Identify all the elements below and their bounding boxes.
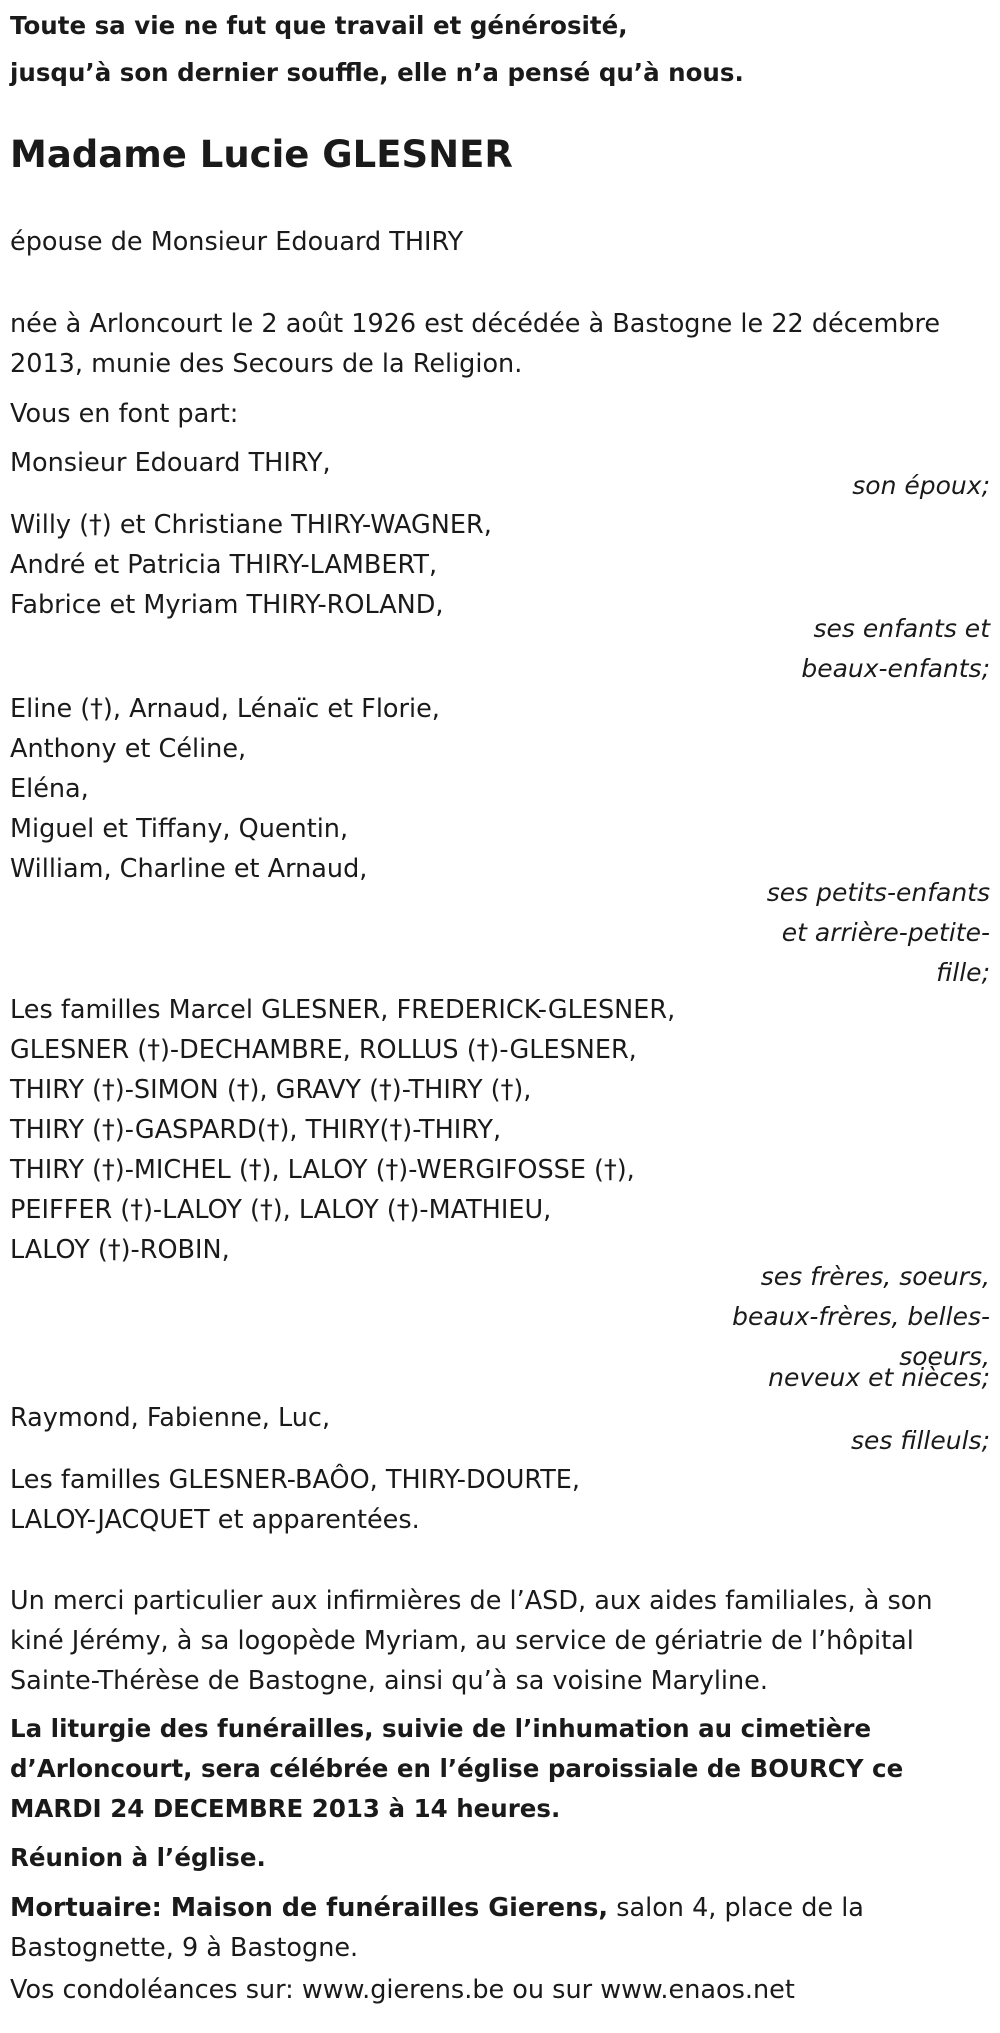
birth-death-line: 2013, munie des Secours de la Religion.: [10, 349, 523, 379]
godchildren-names: Raymond, Fabienne, Luc,: [10, 1403, 331, 1433]
birth-death-paragraph: [10, 304, 940, 384]
relation-line: beaux-frères, belles-: [732, 1302, 990, 1331]
sibling-entry: LALOY (†)-ROBIN,: [10, 1235, 230, 1265]
child-entry: Willy (†) et Christiane THIRY-WAGNER,: [10, 510, 492, 540]
relation-line: beaux-enfants;: [801, 654, 990, 683]
child-entry: André et Patricia THIRY-LAMBERT,: [10, 550, 438, 580]
liturgy-line: La liturgie des funérailles, suivie de l’inhumation au cimetière: [10, 1714, 872, 1743]
mortuary-address-2: Bastognette, 9 à Bastogne.: [10, 1933, 359, 1963]
spouse-names: Monsieur Edouard THIRY,: [10, 448, 331, 478]
grandchild-entry: Miguel et Tiffany, Quentin,: [10, 814, 349, 844]
liturgy-line: MARDI 24 DECEMBRE 2013 à 14 heures.: [10, 1794, 561, 1823]
deceased-name: Madame Lucie GLESNER: [10, 133, 513, 176]
grandchild-entry: William, Charline et Arnaud,: [10, 854, 368, 884]
liturgy-paragraph: [10, 1709, 903, 1829]
grandchild-entry: Anthony et Céline,: [10, 734, 247, 764]
sibling-entry: PEIFFER (†)-LALOY (†), LALOY (†)-MATHIEU,: [10, 1195, 552, 1225]
relation-line: soeurs,: [899, 1342, 990, 1371]
mortuary-line-1: [10, 1888, 864, 1928]
thanks-line: Un merci particulier aux infirmières de l’ASD, aux aides familiales, à son: [10, 1586, 933, 1616]
liturgy-line: d’Arloncourt, sera célébrée en l’église paroissiale de BOURCY ce: [10, 1754, 904, 1783]
sibling-entry: Les familles Marcel GLESNER, FREDERICK-GLESNER,: [10, 995, 676, 1025]
thanks-paragraph: [10, 1581, 933, 1701]
mortuary-address-1: salon 4, place de la: [608, 1893, 864, 1923]
grandchildren-relation: [767, 873, 990, 993]
thanks-line: Sainte-Thérèse de Bastogne, ainsi qu’à sa voisine Maryline.: [10, 1666, 768, 1696]
relation-line: fille;: [936, 958, 990, 987]
grandchildren-names: [10, 689, 440, 889]
announce-intro: Vous en font part:: [10, 399, 239, 429]
family-entry: LALOY-JACQUET et apparentées.: [10, 1505, 420, 1535]
epigraph-line-2: jusqu’à son dernier souffle, elle n’a pensé qu’à nous.: [10, 58, 744, 87]
relation-line: ses petits-enfants: [766, 878, 990, 907]
sibling-entry: THIRY (†)-SIMON (†), GRAVY (†)-THIRY (†),: [10, 1075, 532, 1105]
siblings-names: [10, 990, 675, 1270]
relation-line: et arrière-petite-: [781, 918, 990, 947]
family-entry: Les familles GLESNER-BAÔO, THIRY-DOURTE,: [10, 1465, 581, 1495]
sibling-entry: THIRY (†)-MICHEL (†), LALOY (†)-WERGIFOSSE (†),: [10, 1155, 635, 1185]
mortuary-label: Mortuaire: Maison de funérailles Gierens,: [10, 1893, 609, 1923]
families-names: [10, 1460, 580, 1540]
mortuary-paragraph: [10, 1888, 864, 1968]
thanks-line: kiné Jérémy, à sa logopède Myriam, au service de gériatrie de l’hôpital: [10, 1626, 914, 1656]
epigraph-line-1: Toute sa vie ne fut que travail et générosité,: [10, 11, 628, 40]
grandchild-entry: Eléna,: [10, 774, 89, 804]
condolences-line: Vos condoléances sur: www.gierens.be ou sur www.enaos.net: [10, 1975, 795, 2005]
spouse-line: épouse de Monsieur Edouard THIRY: [10, 227, 464, 257]
meeting-line: Réunion à l’église.: [10, 1843, 266, 1872]
grandchild-entry: Eline (†), Arnaud, Lénaïc et Florie,: [10, 694, 440, 724]
spouse-relation: son époux;: [852, 471, 990, 500]
children-relation: [801, 609, 990, 689]
children-names: [10, 505, 492, 625]
relation-line: ses enfants et: [813, 614, 990, 643]
child-entry: Fabrice et Myriam THIRY-ROLAND,: [10, 590, 444, 620]
relation-line: ses frères, soeurs,: [760, 1262, 990, 1291]
sibling-entry: GLESNER (†)-DECHAMBRE, ROLLUS (†)-GLESNER,: [10, 1035, 637, 1065]
sibling-entry: THIRY (†)-GASPARD(†), THIRY(†)-THIRY,: [10, 1115, 502, 1145]
siblings-relation-extra: neveux et nièces;: [768, 1363, 990, 1392]
godchildren-relation: ses filleuls;: [850, 1426, 990, 1455]
birth-death-line: née à Arloncourt le 2 août 1926 est décédée à Bastogne le 22 décembre: [10, 309, 941, 339]
